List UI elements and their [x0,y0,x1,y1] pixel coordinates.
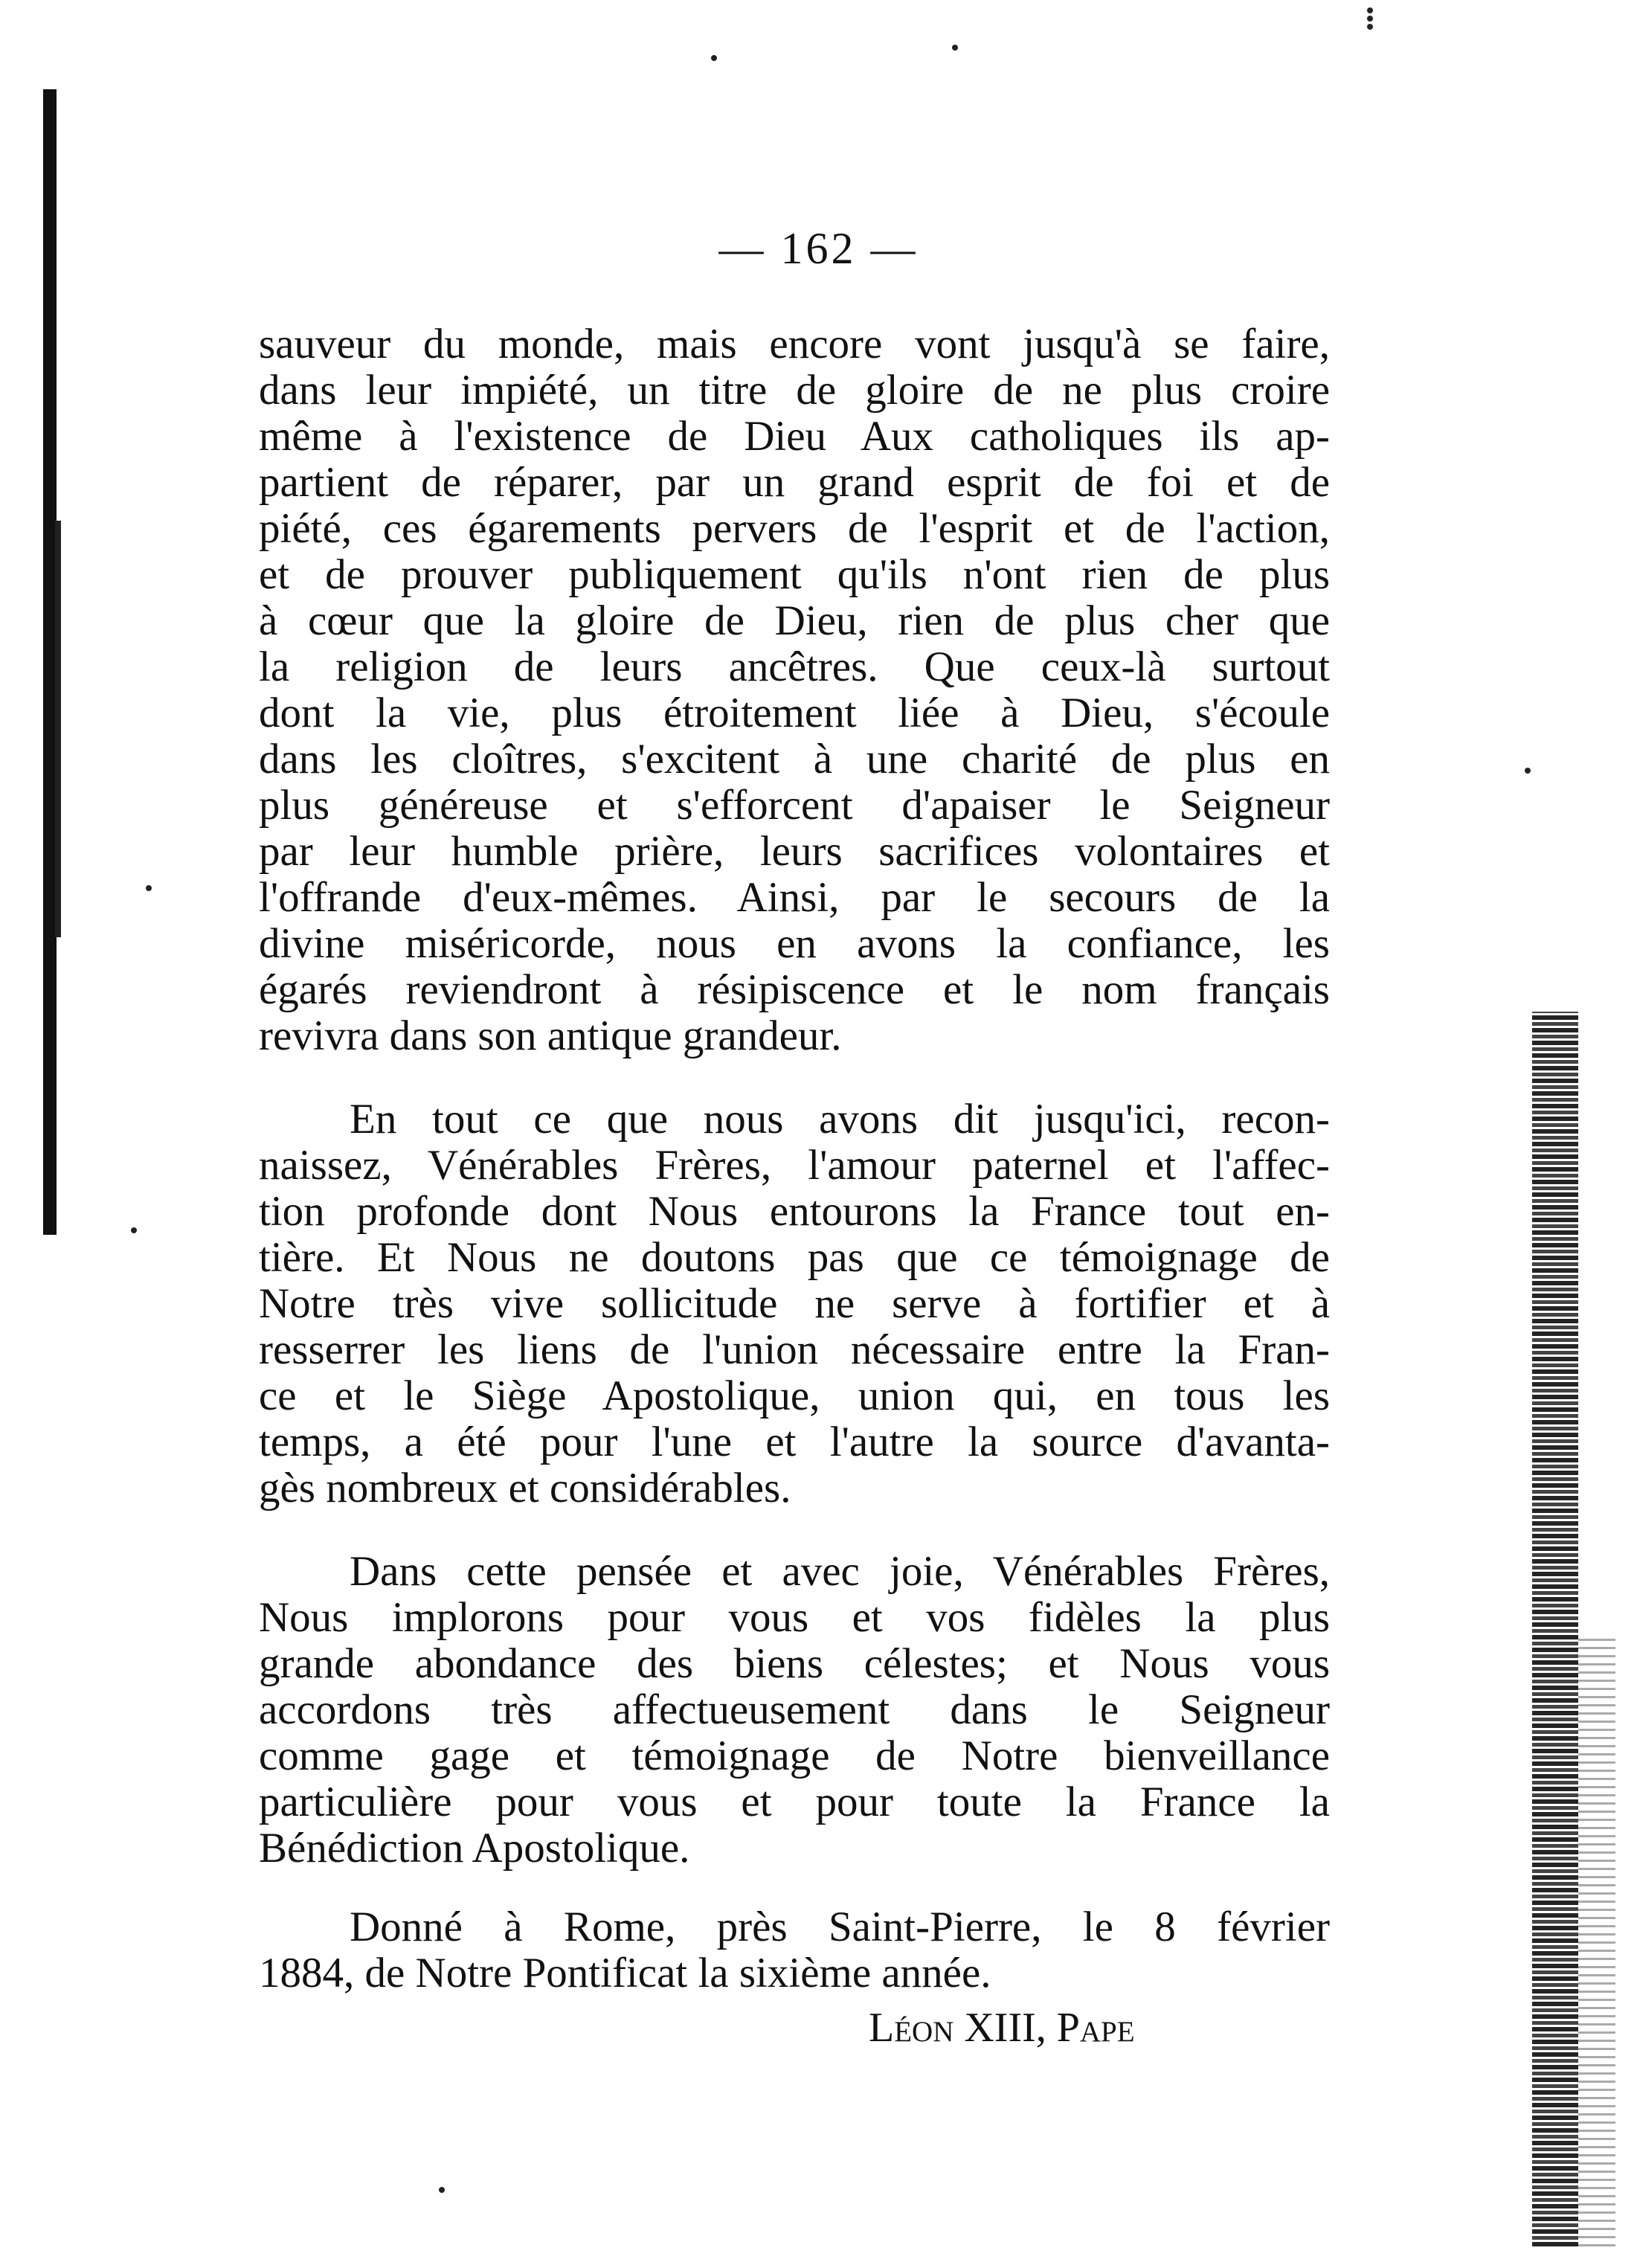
scan-margin-bar-secondary [55,521,61,937]
text-line: Notre très vive sollicitude ne serve à fortifier et à [259,1280,1330,1327]
scan-speck [439,2187,445,2193]
text-line: naissez, Vénérables Frères, l'amour paternel et l'affec- [259,1142,1330,1189]
text-line: resserrer les liens de l'union nécessaire entre la Fran- [259,1326,1330,1373]
text-line: particulière pour vous et pour toute la France la [259,1779,1330,1825]
text-line: à cœur que la gloire de Dieu, rien de plus cher que [259,597,1330,644]
text-line: divine miséricorde, nous en avons la confiance, les [259,920,1330,967]
text-line: Dans cette pensée et avec joie, Vénérables Frères, [350,1548,1330,1595]
text-line: dans leur impiété, un titre de gloire de ne plus croire [259,367,1330,414]
text-line: temps, a été pour l'une et l'autre la source d'avanta- [259,1419,1330,1465]
text-line: partient de réparer, par un grand esprit de foi et de [259,459,1330,506]
text-line: Nous implorons pour vous et vos fidèles la plus [259,1594,1330,1641]
text-line: égarés reviendront à résipiscence et le nom français [259,966,1330,1013]
text-line: Bénédiction Apostolique. [259,1825,690,1872]
text-line: comme gage et témoignage de Notre bienveillance [259,1732,1330,1779]
text-line: En tout ce que nous avons dit jusqu'ici, recon- [350,1096,1330,1143]
text-line: dont la vie, plus étroitement liée à Dieu, s'écoule [259,690,1330,736]
text-line: par leur humble prière, leurs sacrifices volontaires et [259,828,1330,875]
scan-corner-dots [1367,7,1379,30]
text-line: gès nombreux et considérables. [259,1465,791,1512]
scan-right-edge-noise-secondary [1578,1636,1615,2246]
text-line: dans les cloîtres, s'excitent à une charité de plus en [259,736,1330,783]
scan-speck [1525,768,1531,774]
scan-speck [711,55,717,61]
date-line: Donné à Rome, près Saint-Pierre, le 8 février [350,1904,1330,1950]
text-line: ce et le Siège Apostolique, union qui, en tous les [259,1372,1330,1419]
page-number: — 162 — [718,224,919,273]
text-line: tion profonde dont Nous entourons la France tout en- [259,1188,1330,1235]
scan-right-edge-noise [1532,1012,1578,2246]
text-line: revivra dans son antique grandeur. [259,1012,842,1059]
text-line: l'offrande d'eux-mêmes. Ainsi, par le secours de la [259,874,1330,921]
text-line: tière. Et Nous ne doutons pas que ce témoignage de [259,1234,1330,1281]
scan-speck [146,885,152,891]
text-line: plus généreuse et s'efforcent d'apaiser le Seigneur [259,782,1330,829]
text-line: la religion de leurs ancêtres. Que ceux-là surtout [259,643,1330,690]
text-line: et de prouver publiquement qu'ils n'ont rien de plus [259,551,1330,598]
text-line: grande abondance des biens célestes; et Nous vous [259,1640,1330,1687]
scan-speck [131,1227,137,1233]
signature: Léon XIII, Pape [869,2005,1135,2051]
date-line: 1884, de Notre Pontificat la sixième année. [259,1950,991,1996]
text-line: sauveur du monde, mais encore vont jusqu'à se faire, [259,321,1330,367]
text-line: piété, ces égarements pervers de l'esprit et de l'action, [259,505,1330,552]
text-line: accordons très affectueusement dans le Seigneur [259,1686,1330,1733]
text-line: même à l'existence de Dieu Aux catholiques ils ap- [259,413,1330,460]
scan-speck [952,45,958,51]
